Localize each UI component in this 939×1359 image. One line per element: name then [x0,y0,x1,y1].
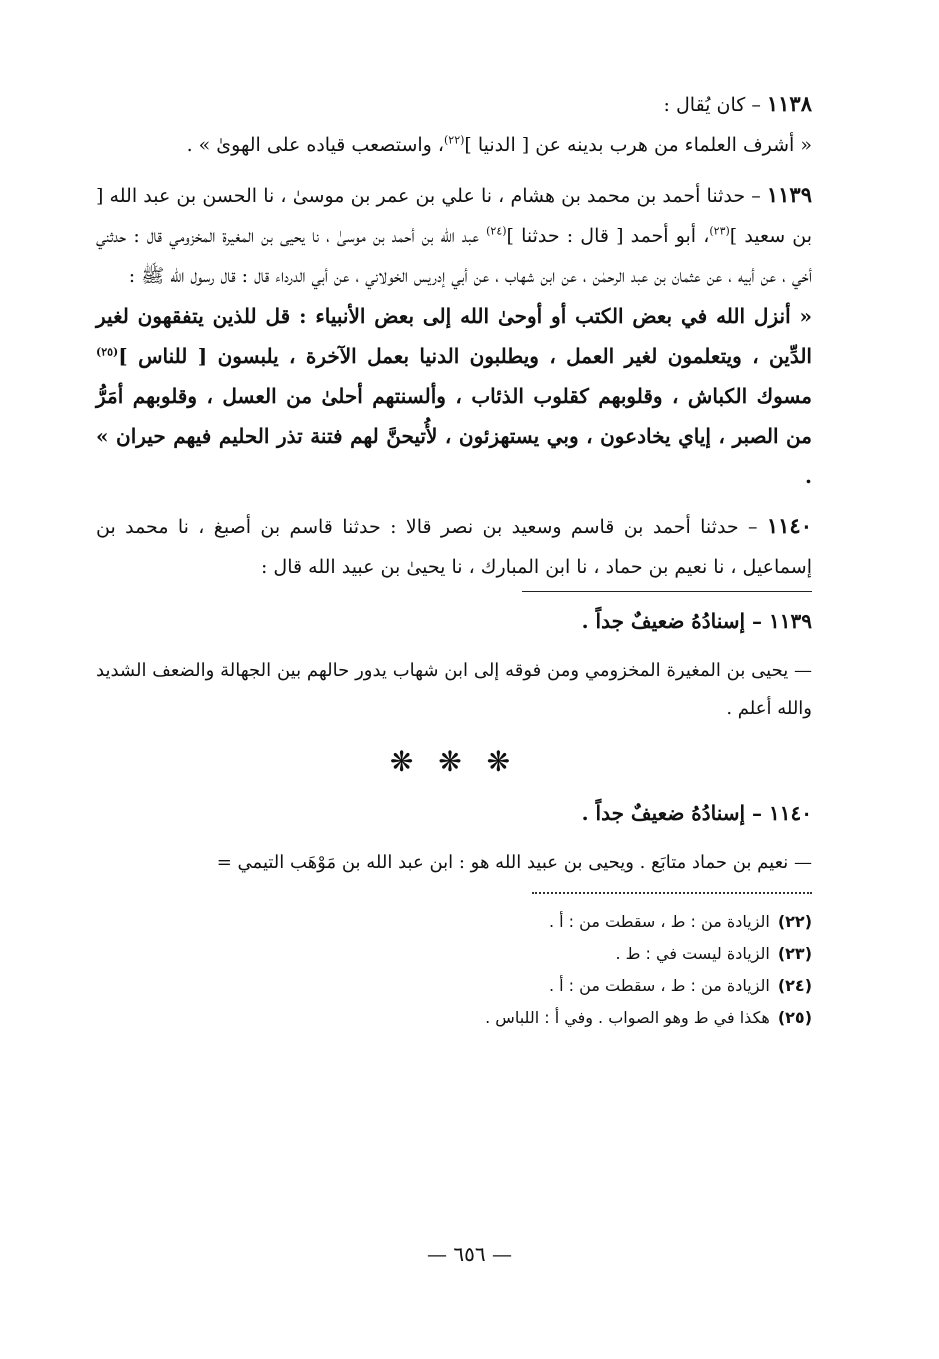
entry-number: ١١٣٩ [766,182,812,207]
isnad-text: – حدثنا أحمد بن قاسم وسعيد بن نصر قالا : حدثنا قاسم بن أصبغ ، نا محمد بن إسماعيل ، نا نعيم بن حماد ، نا ابن المبارك ، نا يحيىٰ بن عبيد الله قال : [96,516,812,578]
isnad-text: عبد الله بن أحمد بن موسىٰ ، نا يحيى بن المغيرة المخزومي قال : حدثني أخي ، عن أبيه ، عن عثمان بن عبد الرحمٰن ، عن ابن شهاب ، عن أبي إدريس الخولاني ، عن أبي الدرداء قال : قال رسول الله ﷺ : [96,225,812,287]
note-1140-heading [96,792,812,834]
footnote-ref[interactable]: (٢٤) [486,224,507,238]
footnote-text: الزيادة ليست في : ط . [615,944,770,963]
section-separator: ❋ ❋ ❋ [389,745,519,778]
footnote-ref[interactable]: (٢٥) [96,345,119,359]
isnad-text: – حدثنا أحمد بن محمد بن هشام ، نا علي بن عمر بن موسىٰ ، نا الحسن بن عبد الله [ بن سعيد ] [96,185,812,247]
footnote-ref[interactable]: (٢٣) [709,224,730,238]
note-verdict: – إسنادُهُ ضعيفٌ جداً . [581,801,770,825]
entry-1139-matn [96,296,812,496]
footnote-divider [532,892,812,894]
note-verdict: – إسنادُهُ ضعيفٌ جداً . [581,609,770,633]
matn-text: « أنزل الله في بعض الكتب أو أوحىٰ الله إلى بعض الأنبياء : قل للذين يتفقهون لغير الدِّين ، ويتعلمون لغير العمل ، ويطلبون الدنيا بعمل الآخرة ، يلبسون [ للناس ] [96,304,812,368]
footnote-number: (٢٢) [777,912,812,931]
commentary-divider [522,591,812,592]
footnote-text: الزيادة من : ط ، سقطت من : أ . [548,912,770,931]
isnad-text: ، أبو أحمد [ قال : حدثنا ] [506,225,710,247]
page-content [96,84,812,1034]
entry-1140-isnad [96,506,812,587]
entry-number: ١١٤٠ [766,513,812,538]
entry-1138-quote [96,125,812,165]
footnote-number: (٢٥) [777,1008,812,1027]
note-1139-heading [96,600,812,642]
entry-text: – كان يُقال : [663,94,767,116]
footnote [96,1002,812,1034]
footnote-text: هكذا في ط وهو الصواب . وفي أ : اللباس . [485,1008,770,1027]
entry-number: ١١٣٨ [766,91,812,116]
entry-1139-isnad [96,175,812,296]
footnote-ref[interactable]: (٢٢) [444,133,465,147]
note-1140-text: — نعيم بن حماد متابَع . ويحيى بن عبيد الله هو : ابن عبد الله بن مَوْهَب التيمي = [216,852,812,873]
footnote-number: (٢٤) [777,976,812,995]
page-number: — ٦٥٦ — [427,1242,512,1266]
note-number: ١١٤٠ [769,801,812,825]
note-1139-text: — يحيى بن المغيرة المخزومي ومن فوقه إلى ابن شهاب يدور حالهم بين الجهالة والضعف الشديد والله أعلم . [96,660,812,719]
footnote [96,970,812,1002]
footnotes [96,906,812,1034]
quote-text: « أشرف العلماء من هرب بدينه عن [ الدنيا ] [464,134,812,156]
footnote-number: (٢٣) [777,944,812,963]
footnote [96,938,812,970]
note-number: ١١٣٩ [769,609,812,633]
quote-text: ، واستصعب قياده على الهوىٰ » . [186,134,444,156]
entry-1138-intro [96,84,812,125]
matn-text: مسوك الكباش ، وقلوبهم كقلوب الذئاب ، وألسنتهم أحلىٰ من العسل ، وقلوبهم أمَرُّ من الصبر ، إياي يخادعون ، وبي يستهزئون ، لأُتيحنَّ لهم فتنة تذر الحليم فيهم حيران » . [96,384,812,488]
footnote-text: الزيادة من : ط ، سقطت من : أ . [548,976,770,995]
footnote [96,906,812,938]
